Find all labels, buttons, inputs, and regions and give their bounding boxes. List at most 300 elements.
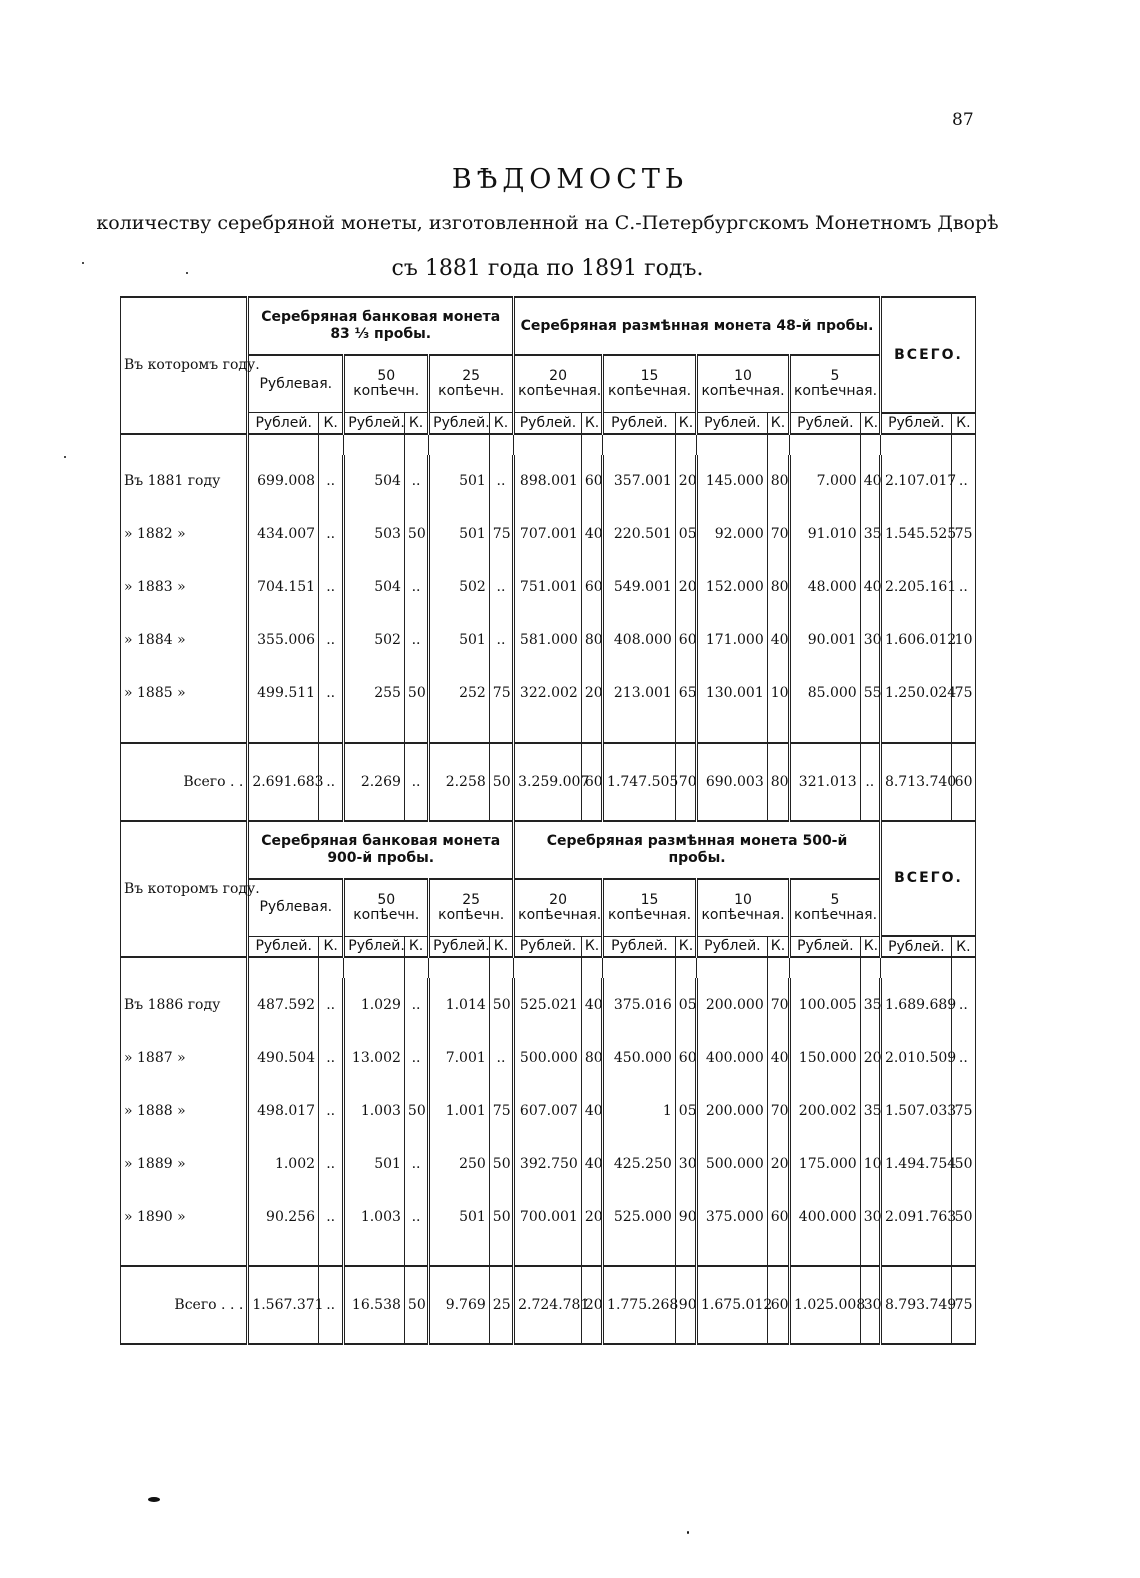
spacer-cell — [514, 434, 582, 455]
rubles-value: 1.689.689 — [880, 978, 951, 1031]
ledger-body — [121, 297, 976, 1344]
coin-denomination-header: 5 копѣечная. — [789, 355, 880, 413]
kopecks-value: 10 — [767, 667, 789, 720]
rubles-unit-label: Рублей. — [514, 936, 582, 957]
coin-denomination-header: 20 копѣечная. — [514, 355, 603, 413]
kopecks-value: 60 — [675, 1031, 696, 1084]
kopecks-value: .. — [951, 1031, 975, 1084]
rubles-value: 1.014 — [429, 978, 490, 1031]
gap-cell — [767, 1243, 789, 1266]
kopecks-value: 40 — [581, 1137, 602, 1190]
kopecks-value: .. — [404, 978, 428, 1031]
rubles-unit-label: Рублей. — [789, 936, 860, 957]
bank-coin-group-header: Серебряная банковая монета 83 ⅓ пробы. — [248, 297, 514, 355]
rubles-value: 503 — [344, 508, 405, 561]
rubles-value: 2.205.161 — [880, 561, 951, 614]
kopecks-value: .. — [404, 1137, 428, 1190]
coin-denomination-header: 50 копѣечн. — [344, 355, 429, 413]
kopecks-value: 30 — [860, 1190, 880, 1243]
kopecks-value: 20 — [767, 1137, 789, 1190]
kopecks-value: 50 — [404, 667, 428, 720]
spacer-cell — [319, 434, 344, 455]
kopecks-value: .. — [404, 561, 428, 614]
rubles-value: 1.606.012 — [880, 614, 951, 667]
gap-cell — [489, 720, 513, 743]
change-coin-group-header: Серебряная размѣнная монета 48-й пробы. — [514, 297, 881, 355]
rubles-value: 501 — [344, 1137, 405, 1190]
kopecks-value: 40 — [767, 1031, 789, 1084]
ledger-container — [120, 296, 976, 1345]
gap-cell — [860, 720, 880, 743]
kopecks-value: 50 — [951, 1137, 975, 1190]
ink-speck — [687, 1531, 689, 1534]
total-row — [121, 1266, 976, 1344]
rubles-value: 150.000 — [789, 1031, 860, 1084]
rubles-value: 92.000 — [697, 508, 768, 561]
total-rubles-value: 9.769 — [429, 1266, 490, 1344]
spacer-cell — [248, 434, 319, 455]
year-label: Въ 1886 году — [121, 978, 248, 1031]
year-label: » 1885 » — [121, 667, 248, 720]
rubles-value: 1.002 — [248, 1137, 319, 1190]
spacer-cell — [951, 957, 975, 978]
rubles-value: 1.029 — [344, 978, 405, 1031]
gap-cell — [603, 1243, 676, 1266]
gap-cell — [344, 720, 405, 743]
year-label: » 1887 » — [121, 1031, 248, 1084]
kopecks-value: 50 — [404, 1084, 428, 1137]
spacer-cell — [697, 957, 768, 978]
rubles-value: 13.002 — [344, 1031, 405, 1084]
kopecks-value: .. — [489, 455, 513, 508]
kopecks-value: 30 — [860, 614, 880, 667]
rubles-value: 607.007 — [514, 1084, 582, 1137]
total-rubles-value: 1.567.371 — [248, 1266, 319, 1344]
rubles-value: 7.001 — [429, 1031, 490, 1084]
ledger-table — [120, 296, 976, 1345]
rubles-value: 500.000 — [697, 1137, 768, 1190]
spacer-cell — [789, 957, 860, 978]
rubles-value: 498.017 — [248, 1084, 319, 1137]
rubles-unit-label: Рублей. — [429, 413, 490, 434]
rubles-value: 213.001 — [603, 667, 676, 720]
total-column-header: ВСЕГО. — [880, 297, 975, 413]
spacer-cell — [860, 957, 880, 978]
spacer-cell — [429, 957, 490, 978]
kopecks-value: 60 — [675, 614, 696, 667]
rubles-value: 1.494.754 — [880, 1137, 951, 1190]
total-kopecks-value: .. — [319, 743, 344, 821]
rubles-value: 408.000 — [603, 614, 676, 667]
kopecks-value: 35 — [860, 978, 880, 1031]
kopecks-value: 30 — [675, 1137, 696, 1190]
spacer-cell — [860, 434, 880, 455]
total-kopecks-value: 60 — [581, 743, 602, 821]
ink-speck — [186, 272, 188, 274]
rubles-value: 525.000 — [603, 1190, 676, 1243]
coin-denomination-header: Рублевая. — [248, 879, 344, 937]
total-rubles-value: 2.269 — [344, 743, 405, 821]
total-kopecks-value: .. — [404, 743, 428, 821]
kopecks-value: 40 — [581, 1084, 602, 1137]
rubles-value: 1.545.525 — [880, 508, 951, 561]
change-coin-group-header: Серебряная размѣнная монета 500-й пробы. — [514, 821, 881, 879]
kopecks-value: .. — [951, 455, 975, 508]
kopecks-value: .. — [951, 561, 975, 614]
gap-cell — [951, 720, 975, 743]
total-label: Всего . . . — [121, 1266, 248, 1344]
spacer-cell — [880, 957, 951, 978]
rubles-unit-label: Рублей. — [603, 413, 676, 434]
rubles-value: 400.000 — [789, 1190, 860, 1243]
rubles-unit-label: Рублей. — [789, 413, 860, 434]
kopecks-value: 80 — [581, 614, 602, 667]
spacer-cell — [489, 434, 513, 455]
rubles-unit-label: Рублей. — [880, 413, 951, 434]
rubles-value: 700.001 — [514, 1190, 582, 1243]
bank-coin-group-header: Серебряная банковая монета 900-й пробы. — [248, 821, 514, 879]
rubles-unit-label: Рублей. — [429, 936, 490, 957]
kopecks-value: 20 — [581, 1190, 602, 1243]
kopecks-value: 20 — [675, 455, 696, 508]
rubles-value: 200.002 — [789, 1084, 860, 1137]
rubles-value: 502 — [429, 561, 490, 614]
kopecks-value: 40 — [581, 978, 602, 1031]
rubles-value: 2.010.509 — [880, 1031, 951, 1084]
gap-cell — [121, 1243, 248, 1266]
rubles-value: 1.003 — [344, 1084, 405, 1137]
kopecks-value: .. — [489, 561, 513, 614]
group-header-row — [121, 821, 976, 879]
gap-cell — [489, 1243, 513, 1266]
spacer-cell — [344, 957, 405, 978]
rubles-value: 90.001 — [789, 614, 860, 667]
gap-cell — [697, 720, 768, 743]
rubles-unit-label: Рублей. — [603, 936, 676, 957]
kopecks-value: .. — [319, 455, 344, 508]
rubles-value: 255 — [344, 667, 405, 720]
year-label: » 1889 » — [121, 1137, 248, 1190]
rubles-value: 504 — [344, 561, 405, 614]
kopecks-value: .. — [404, 1031, 428, 1084]
rubles-value: 898.001 — [514, 455, 582, 508]
total-kopecks-value: .. — [319, 1266, 344, 1344]
kopecks-value: 75 — [951, 667, 975, 720]
kopecks-value: 70 — [767, 978, 789, 1031]
spacer-cell — [248, 957, 319, 978]
table-row — [121, 1137, 976, 1190]
ink-speck — [64, 456, 66, 458]
gap-cell — [121, 720, 248, 743]
table-row — [121, 508, 976, 561]
rubles-value: 707.001 — [514, 508, 582, 561]
kopecks-unit-label: К. — [675, 936, 696, 957]
rubles-value: 499.511 — [248, 667, 319, 720]
gap-cell — [319, 1243, 344, 1266]
spacer-cell — [675, 957, 696, 978]
year-header: Въ которомъ году. — [121, 821, 248, 958]
kopecks-value: .. — [319, 1084, 344, 1137]
rubles-value: 357.001 — [603, 455, 676, 508]
rubles-value: 375.000 — [697, 1190, 768, 1243]
gap-cell — [789, 720, 860, 743]
kopecks-value: .. — [404, 614, 428, 667]
total-rubles-value: 3.259.007 — [514, 743, 582, 821]
year-label: » 1890 » — [121, 1190, 248, 1243]
rubles-value: 220.501 — [603, 508, 676, 561]
total-rubles-value: 8.793.749 — [880, 1266, 951, 1344]
gap-cell — [675, 720, 696, 743]
rubles-value: 91.010 — [789, 508, 860, 561]
rubles-value: 48.000 — [789, 561, 860, 614]
total-label: Всего . . — [121, 743, 248, 821]
gap-cell — [697, 1243, 768, 1266]
kopecks-unit-label: К. — [581, 936, 602, 957]
kopecks-value: 40 — [860, 561, 880, 614]
rubles-value: 175.000 — [789, 1137, 860, 1190]
kopecks-value: 60 — [581, 561, 602, 614]
spacer-cell — [767, 957, 789, 978]
rubles-value: 7.000 — [789, 455, 860, 508]
rubles-value: 751.001 — [514, 561, 582, 614]
kopecks-value: .. — [404, 1190, 428, 1243]
rubles-unit-label: Рублей. — [697, 936, 768, 957]
kopecks-value: 75 — [951, 1084, 975, 1137]
rubles-value: 504 — [344, 455, 405, 508]
gap-cell — [880, 1243, 951, 1266]
gap-cell — [404, 1243, 428, 1266]
rubles-value: 200.000 — [697, 1084, 768, 1137]
kopecks-value: .. — [319, 561, 344, 614]
total-kopecks-value: 60 — [767, 1266, 789, 1344]
total-rubles-value: 1.675.012 — [697, 1266, 768, 1344]
kopecks-value: .. — [319, 614, 344, 667]
rubles-value: 525.021 — [514, 978, 582, 1031]
kopecks-unit-label: К. — [404, 413, 428, 434]
spacer-row — [121, 957, 976, 978]
kopecks-value: .. — [319, 1031, 344, 1084]
total-kopecks-value: 90 — [675, 1266, 696, 1344]
kopecks-value: 10 — [860, 1137, 880, 1190]
gap-cell — [248, 1243, 319, 1266]
spacer-cell — [581, 957, 602, 978]
spacer-cell — [429, 434, 490, 455]
rubles-unit-label: Рублей. — [344, 936, 405, 957]
spacer-cell — [319, 957, 344, 978]
units-row — [121, 936, 976, 957]
year-label: » 1888 » — [121, 1084, 248, 1137]
spacer-cell — [404, 957, 428, 978]
table-row — [121, 667, 976, 720]
spacer-cell — [344, 434, 405, 455]
kopecks-value: 75 — [489, 1084, 513, 1137]
total-rubles-value: 321.013 — [789, 743, 860, 821]
gap-cell — [248, 720, 319, 743]
rubles-value: 1.250.024 — [880, 667, 951, 720]
kopecks-unit-label: К. — [489, 413, 513, 434]
total-column-header: ВСЕГО. — [880, 821, 975, 937]
gap-cell — [880, 720, 951, 743]
gap-row — [121, 720, 976, 743]
total-rubles-value: 8.713.740 — [880, 743, 951, 821]
spacer-cell — [121, 434, 248, 455]
total-kopecks-value: 50 — [404, 1266, 428, 1344]
total-kopecks-value: 50 — [489, 743, 513, 821]
rubles-value: 434.007 — [248, 508, 319, 561]
rubles-value: 1 — [603, 1084, 676, 1137]
total-row — [121, 743, 976, 821]
rubles-value: 501 — [429, 508, 490, 561]
rubles-value: 252 — [429, 667, 490, 720]
spacer-cell — [675, 434, 696, 455]
year-header: Въ которомъ году. — [121, 297, 248, 434]
kopecks-value: 50 — [489, 978, 513, 1031]
rubles-value: 355.006 — [248, 614, 319, 667]
kopecks-value: 50 — [489, 1137, 513, 1190]
rubles-value: 400.000 — [697, 1031, 768, 1084]
gap-cell — [319, 720, 344, 743]
spacer-cell — [603, 957, 676, 978]
rubles-unit-label: Рублей. — [344, 413, 405, 434]
total-rubles-value: 2.724.781 — [514, 1266, 582, 1344]
kopecks-value: 70 — [767, 508, 789, 561]
total-kopecks-value: 20 — [581, 1266, 602, 1344]
kopecks-value: 80 — [767, 455, 789, 508]
rubles-value: 450.000 — [603, 1031, 676, 1084]
kopecks-unit-label: К. — [675, 413, 696, 434]
total-rubles-value: 2.691.683 — [248, 743, 319, 821]
kopecks-value: 55 — [860, 667, 880, 720]
table-row — [121, 1084, 976, 1137]
rubles-value: 100.005 — [789, 978, 860, 1031]
spacer-cell — [121, 957, 248, 978]
ink-speck — [82, 262, 84, 264]
document-period: съ 1881 года по 1891 годъ. — [391, 256, 704, 281]
gap-cell — [860, 1243, 880, 1266]
gap-cell — [789, 1243, 860, 1266]
kopecks-value: 75 — [489, 508, 513, 561]
kopecks-value: 05 — [675, 1084, 696, 1137]
kopecks-unit-label: К. — [951, 936, 975, 957]
kopecks-unit-label: К. — [767, 936, 789, 957]
kopecks-unit-label: К. — [319, 413, 344, 434]
rubles-value: 501 — [429, 614, 490, 667]
gap-row — [121, 1243, 976, 1266]
rubles-value: 704.151 — [248, 561, 319, 614]
rubles-value: 1.507.033 — [880, 1084, 951, 1137]
kopecks-value: 20 — [581, 667, 602, 720]
total-kopecks-value: 60 — [951, 743, 975, 821]
rubles-value: 425.250 — [603, 1137, 676, 1190]
rubles-value: 171.000 — [697, 614, 768, 667]
rubles-value: 85.000 — [789, 667, 860, 720]
rubles-value: 322.002 — [514, 667, 582, 720]
spacer-cell — [789, 434, 860, 455]
year-label: » 1883 » — [121, 561, 248, 614]
total-kopecks-value: 70 — [675, 743, 696, 821]
total-kopecks-value: 30 — [860, 1266, 880, 1344]
rubles-value: 130.001 — [697, 667, 768, 720]
kopecks-value: 35 — [860, 508, 880, 561]
total-rubles-value: 690.003 — [697, 743, 768, 821]
kopecks-value: 75 — [951, 508, 975, 561]
kopecks-value: 40 — [767, 614, 789, 667]
kopecks-value: .. — [404, 455, 428, 508]
rubles-value: 501 — [429, 455, 490, 508]
gap-cell — [344, 1243, 405, 1266]
rubles-value: 145.000 — [697, 455, 768, 508]
rubles-value: 549.001 — [603, 561, 676, 614]
kopecks-value: 70 — [767, 1084, 789, 1137]
kopecks-unit-label: К. — [951, 413, 975, 434]
rubles-value: 250 — [429, 1137, 490, 1190]
kopecks-unit-label: К. — [319, 936, 344, 957]
kopecks-unit-label: К. — [489, 936, 513, 957]
gap-cell — [429, 1243, 490, 1266]
table-row — [121, 614, 976, 667]
spacer-cell — [880, 434, 951, 455]
kopecks-value: 50 — [404, 508, 428, 561]
rubles-value: 501 — [429, 1190, 490, 1243]
kopecks-unit-label: К. — [767, 413, 789, 434]
kopecks-value: 40 — [581, 508, 602, 561]
total-rubles-value: 16.538 — [344, 1266, 405, 1344]
rubles-value: 581.000 — [514, 614, 582, 667]
rubles-value: 152.000 — [697, 561, 768, 614]
kopecks-value: 60 — [581, 455, 602, 508]
gap-cell — [514, 1243, 582, 1266]
gap-cell — [514, 720, 582, 743]
rubles-unit-label: Рублей. — [514, 413, 582, 434]
rubles-value: 90.256 — [248, 1190, 319, 1243]
spacer-cell — [697, 434, 768, 455]
kopecks-value: 90 — [675, 1190, 696, 1243]
spacer-cell — [514, 957, 582, 978]
total-rubles-value: 1.025.008 — [789, 1266, 860, 1344]
rubles-value: 375.016 — [603, 978, 676, 1031]
kopecks-value: 75 — [489, 667, 513, 720]
gap-cell — [675, 1243, 696, 1266]
page-number: 87 — [952, 110, 974, 130]
rubles-value: 2.107.017 — [880, 455, 951, 508]
coin-denomination-header: 50 копѣечн. — [344, 879, 429, 937]
table-row — [121, 1190, 976, 1243]
spacer-cell — [603, 434, 676, 455]
kopecks-value: .. — [489, 614, 513, 667]
kopecks-value: 80 — [767, 561, 789, 614]
kopecks-unit-label: К. — [860, 413, 880, 434]
gap-cell — [404, 720, 428, 743]
kopecks-value: 80 — [581, 1031, 602, 1084]
coin-denomination-header: 15 копѣечная. — [603, 355, 697, 413]
rubles-unit-label: Рублей. — [697, 413, 768, 434]
kopecks-value: 10 — [951, 614, 975, 667]
rubles-unit-label: Рублей. — [248, 936, 319, 957]
coin-denomination-header: 10 копѣечная. — [697, 879, 790, 937]
kopecks-unit-label: К. — [860, 936, 880, 957]
total-kopecks-value: .. — [860, 743, 880, 821]
kopecks-value: 40 — [860, 455, 880, 508]
coin-denomination-header: 5 копѣечная. — [789, 879, 880, 937]
spacer-cell — [951, 434, 975, 455]
kopecks-value: 35 — [860, 1084, 880, 1137]
document-subtitle: количеству серебряной монеты, изготовленной на С.-Петербургскомъ Монетномъ Дворѣ — [96, 212, 999, 234]
rubles-unit-label: Рублей. — [248, 413, 319, 434]
kopecks-value: .. — [489, 1031, 513, 1084]
rubles-value: 502 — [344, 614, 405, 667]
total-kopecks-value: 25 — [489, 1266, 513, 1344]
spacer-cell — [489, 957, 513, 978]
